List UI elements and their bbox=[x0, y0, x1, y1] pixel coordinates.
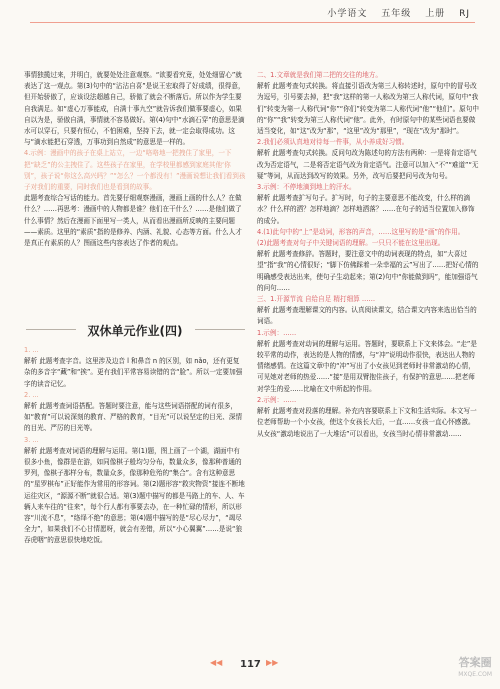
next-arrows-icon: ▶▶ bbox=[266, 658, 279, 667]
header-grade: 五年级 bbox=[381, 9, 412, 19]
right-mid-analysis: 解析 此题考查理解课文的内容。认真阅读课文，结合课文内容来选出恰当的词语。 bbox=[257, 306, 477, 326]
watermark-main: 答案圈 bbox=[458, 656, 492, 669]
right-column bbox=[257, 70, 479, 440]
right-b-2: 解析 此题考查对动词的理解与运用。答题时，要联系上下文来体会。“走”是较平常的动作，表达的是人物的情感，与“冲”说明动作很快，表达出人物的情绪感情。在这篇文章中的“冲”写出了小女孩见到老师时非常激动的心情，可见她对老师的热爱……“接”是用双臂抱住孩子，有保护的意思……把老师对学生的爱……比喻在文中所起的作用。 bbox=[257, 339, 477, 393]
right-q3-header: 三、1.开源节流 自给自足 精打细算 …… bbox=[257, 295, 376, 304]
header-subject: 小学语文 bbox=[327, 9, 368, 19]
section-title: 双休单元作业(四) bbox=[87, 324, 183, 338]
left-b-4: 解析 此题考查词语搭配。答题时要注意，能与这些词语搭配的词有很多，如“教育”可以说深刻的教育、严格的教育，“目光”可以说坚定的目光、深情的目光、严厉的目光等。 bbox=[24, 402, 243, 433]
right-4: 解析 此题考查句式转换。反问句改为陈述句的方法有两种：一是将肯定语气改为否定语气，二是将否定语气改为肯定语气。注意可以加入“不”“难道”“无疑”等词，从而达到改写的效果。另外，改写后要把问号改为句号。 bbox=[257, 149, 479, 180]
watermark-logo bbox=[458, 657, 492, 681]
right-1: 二、1.文章就是我们第二把的交往的地方。 bbox=[257, 71, 382, 79]
right-b-4: 解析 此题考查对段落的理解。补充内容要联系上下文和生活实际。本文写一位老师帮助一个小女孩，使这个女孩长大后，一直……女孩一直心怀感激。从女孩“激动地说出了一大堆话”可以看出，女孩当时心情非常激动…… bbox=[257, 407, 477, 438]
prev-arrows-icon: ◀◀ bbox=[210, 658, 223, 667]
header-text bbox=[317, 6, 470, 19]
page-number: 117 bbox=[240, 659, 261, 670]
left-q4-answer: 4.示例：漫画中的孩子在桌上站立，一边“咯咯地一把拽住了家里，一下把“缺乏”的公主拽住了。这些孩子在家里，在学校里都感到家庭其他‘你别”，孩子说“你这么高兴吗？”“怎么？一个都没有！”漫画说想让我们看到孩子对我们的重要，同时我们也是看到的故事。 bbox=[24, 149, 246, 192]
right-b-3: 2.示例：…… bbox=[257, 395, 297, 404]
left-column bbox=[24, 70, 246, 249]
watermark-sub: MXQE.COM bbox=[458, 671, 492, 678]
right-5: 3.示例：不停地滴到地上的汗水。 bbox=[257, 183, 356, 192]
page-header bbox=[0, 0, 500, 44]
header-volume: 上册 bbox=[425, 9, 446, 19]
header-edition: RJ bbox=[459, 9, 470, 19]
right-3: 2.我们必须认真地对待每一件事，从小养成好习惯。 bbox=[257, 138, 409, 147]
left-q4-analysis: 此题考查综合写话的能力。首先要仔细观察漫画，漫画上画的什么人？在做什么？……再思考：漫画中的人物都是谁？他们在干什么？……是他们做了什么事情？然后在漫画下面里写一类人，从而看出漫画所反映的主要问题——素质。这里的“素质”指的是修养、内涵、礼貌、心态等方面。什么人才是真正有素质的人？图画这些内容表达了作者的观点。 bbox=[24, 194, 242, 248]
header-rule bbox=[30, 22, 475, 23]
left-top-paragraph: 事情独揽过来，并明白，就要处处注意观察。“欲要看究竟，处处细留心”就表达了这一观点。第(3)句中的“沾沾自喜”是说王宏取得了好成绩，很得意，但开始骄傲了，应该设法超越自己，骄傲了就会不断落后。所以作为学生要自我满足。如“虚心万事能成，自满十事九空”就告诉我们做事要虚心，如果自以为是，骄傲自满，事情就不容易做好。第(4)句中“水滴石穿”的意思是滴水可以穿石，只要有恒心，不怕困难，坚持下去，就一定会取得成功。这与“滴水能把石穿透，万事功到自然成”的意思是一样的。 bbox=[24, 71, 245, 147]
left-bottom-column bbox=[24, 345, 246, 547]
left-b-2: 解析 此题考查字音。这里涉及边音 l 和鼻音 n 的区别，如 nǎo，还有更复杂的多音字“藏”和“挨”。更有我们平常容易读错的音“脸”。所以一定要加强字的读音记忆。 bbox=[24, 357, 243, 388]
left-b-1: 1. ... bbox=[24, 346, 39, 354]
right-7: 4.(1)此句中的“上”是动词，形容的声音，……这里写的是“画”的作用。 bbox=[257, 227, 465, 236]
right-b-1: 1.示例：…… bbox=[257, 328, 297, 337]
right-8: (2)此题考查对句子中关键词语的理解。一只只不能在这里出现。 bbox=[257, 239, 445, 248]
title-line-right bbox=[195, 329, 245, 330]
right-2: 解析 此题考查句式转换。将直接引语改为第三人称转述时，原句中的冒号改为逗号，引号要去掉，把“我”这样的第一人称改为第三人称代词，原句中“我们”转变为第一人称代词“你”“你们”转变为第二人称代词“他”“他们”。原句中的“你”“我”转变为第三人称代词“他”。此外，有时原句中的某些词语也要做适当变化，如“这”改为“那”，“这里”改为“那里”，“现在”改为“那时”。 bbox=[257, 82, 479, 136]
left-b-6: 解析 此题考查对词语的理解与运用。第(1)题，图上画了一个湖，湖面中有很多小鱼，像群是在游，如同像棋子般均匀分布，数量众多，像那种普通的罗列，像棋子那样分布，数量众多，像那种危殆的“集合”。含有这种意思的“星罗棋布”正好能作为常用的形容词。第(2)题形容“救灾物资”接连不断地运往灾区，“源源不断”就很合适。第(3)题中描写的都是马路上的车、人、车辆人来车往的“往来”，每个行人都有事要去办，在一种忙碌的情形，所以形容“川流不息”，“络绎不绝”的意思；第(4)题中描写的是“尽心尽力”，“竭尽全力”，如果我们不心甘情愿呀，就会有差错，所以“小心翼翼”……是说“狼吞虎咽”的意思很快地吃饭。 bbox=[24, 446, 245, 545]
right-9: 解析 此题考查修辞。答题时，要注意文中的动词表现的特点，如“大喜过望”指“我”的心情很好；“脚下仿佛踩着一朵幸福的云”写出了……把好心情的明确感受表达出来，使句子生动起来；第(2)句中“你能做到吗”，能加强语气的问句…… bbox=[257, 250, 479, 292]
left-b-3: 2. ... bbox=[24, 390, 39, 399]
right-6: 解析 此题考查扩写句子。扩写时，句子的主要意思不能改变，什么样的滴水？什么样的洒？怎样地滴？怎样地洒落？……在句子的适当位置加入修饰的成分。 bbox=[257, 194, 475, 225]
left-b-5: 3. ... bbox=[24, 435, 39, 444]
page-footer bbox=[0, 649, 500, 689]
